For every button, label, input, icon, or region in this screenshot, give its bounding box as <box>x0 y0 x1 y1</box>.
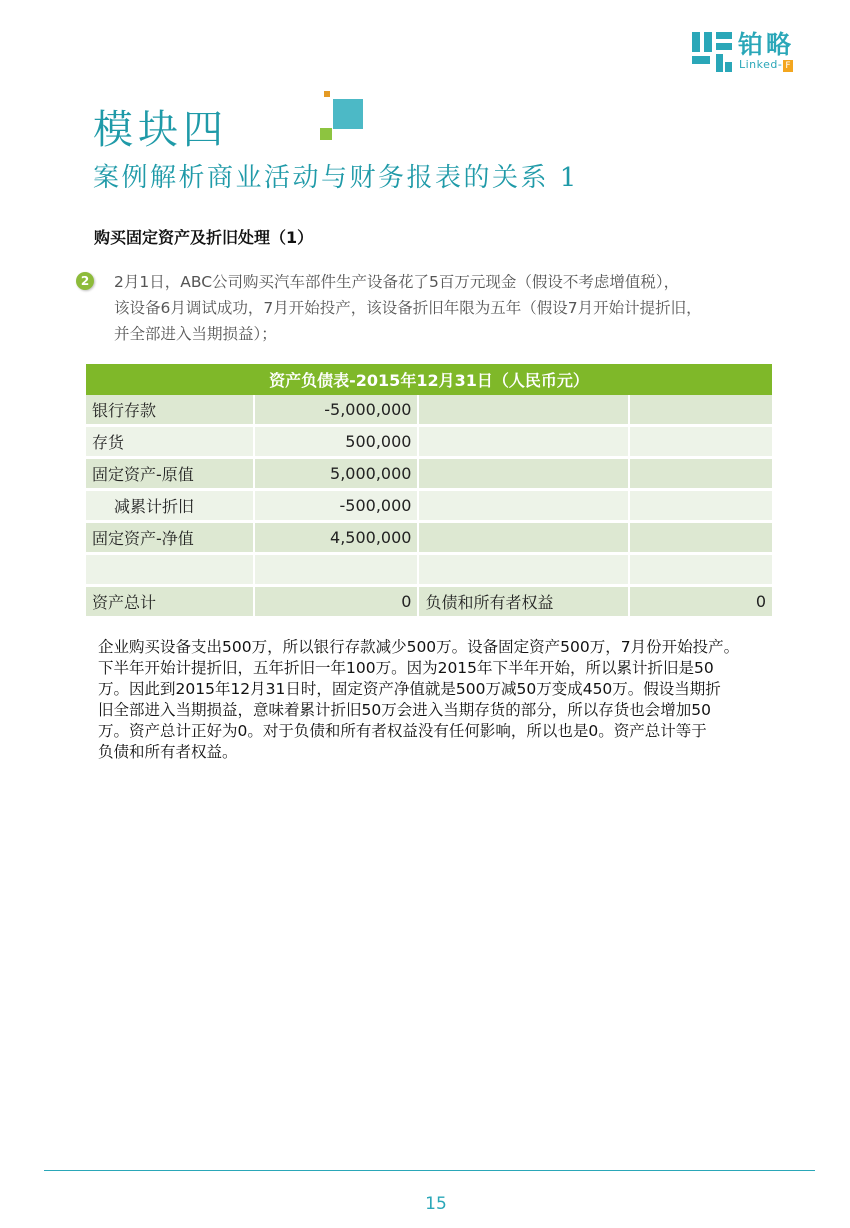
explanation-line: 负债和所有者权益。 <box>98 743 238 761</box>
row-value-right <box>630 491 772 523</box>
intro-paragraph <box>114 269 774 347</box>
total-assets-label: 资产总计 <box>86 587 255 619</box>
module-subtitle: 案例解析商业活动与财务报表的关系 1 <box>93 163 579 193</box>
table-header-row <box>86 364 772 395</box>
liabilities-equity-label: 负债和所有者权益 <box>419 587 629 619</box>
intro-line: 2月1日，ABC公司购买汽车部件生产设备花了5百万元现金（假设不考虑增值税）， <box>114 273 680 291</box>
row-value: 4,500,000 <box>255 523 420 555</box>
explanation-line: 旧全部进入当期损益，意味着累计折旧50万会进入当期存货的部分，所以存货也会增加50 <box>98 701 711 719</box>
row-label: 固定资产-净值 <box>86 523 255 555</box>
explanation-line: 万。因此到2015年12月31日时，固定资产净值就是500万减50万变成450万。假设当期折 <box>98 680 721 698</box>
section-heading: 购买固定资产及折旧处理（1） <box>94 228 314 247</box>
row-value-right <box>630 427 772 459</box>
row-label-right <box>419 459 629 491</box>
logo-f-box: F <box>785 61 792 71</box>
row-value: 500,000 <box>255 427 420 459</box>
intro-line: 并全部进入当期损益）； <box>114 325 277 343</box>
footer-divider <box>44 1170 815 1171</box>
logo-name-en-text: Linked- <box>739 58 783 71</box>
row-label: 减累计折旧 <box>86 491 255 523</box>
page-number: 15 <box>425 1194 447 1214</box>
logo-mark-icon <box>692 32 732 72</box>
row-label: 固定资产-原值 <box>86 459 255 491</box>
row-label-right <box>419 427 629 459</box>
table-row <box>86 427 772 459</box>
table-row <box>86 459 772 491</box>
row-label: 银行存款 <box>86 395 255 427</box>
row-label-right <box>419 523 629 555</box>
table-row <box>86 555 772 587</box>
number-badge: 2 <box>76 272 94 290</box>
intro-line: 该设备6月调试成功，7月开始投产，该设备折旧年限为五年（假设7月开始计提折旧， <box>114 299 702 317</box>
liabilities-equity-value: 0 <box>630 587 772 619</box>
explanation-paragraph <box>98 637 798 763</box>
balance-sheet-table <box>86 364 772 619</box>
explanation-line: 万。资产总计正好为0。对于负债和所有者权益没有任何影响，所以也是0。资产总计等于 <box>98 722 707 740</box>
table-row-total <box>86 587 772 619</box>
row-value-right <box>630 555 772 587</box>
company-logo <box>692 30 812 74</box>
logo-name-cn: 铂略 <box>738 30 795 59</box>
row-label-right <box>419 395 629 427</box>
explanation-line: 下半年开始计提折旧，五年折旧一年100万。因为2015年下半年开始，所以累计折旧是50 <box>98 659 714 677</box>
row-label-right <box>419 555 629 587</box>
table-row <box>86 523 772 555</box>
row-label-right <box>419 491 629 523</box>
decor-square-green <box>320 128 332 140</box>
module-title: 模块四 <box>93 107 228 153</box>
row-value-right <box>630 395 772 427</box>
explanation-line: 企业购买设备支出500万，所以银行存款减少500万。设备固定资产500万，7月份开始投产。 <box>98 638 740 656</box>
table-row <box>86 395 772 427</box>
total-assets-value: 0 <box>255 587 420 619</box>
balance-sheet-title: 资产负债表-2015年12月31日（人民币元） <box>86 364 772 395</box>
decor-square-orange <box>324 91 330 97</box>
row-value: 5,000,000 <box>255 459 420 491</box>
decor-square-blue <box>333 99 363 129</box>
table-row <box>86 491 772 523</box>
row-label <box>86 555 255 587</box>
row-value <box>255 555 420 587</box>
row-value-right <box>630 459 772 491</box>
row-value-right <box>630 523 772 555</box>
logo-name-en <box>739 58 793 72</box>
row-label: 存货 <box>86 427 255 459</box>
row-value: -5,000,000 <box>255 395 420 427</box>
row-value: -500,000 <box>255 491 420 523</box>
